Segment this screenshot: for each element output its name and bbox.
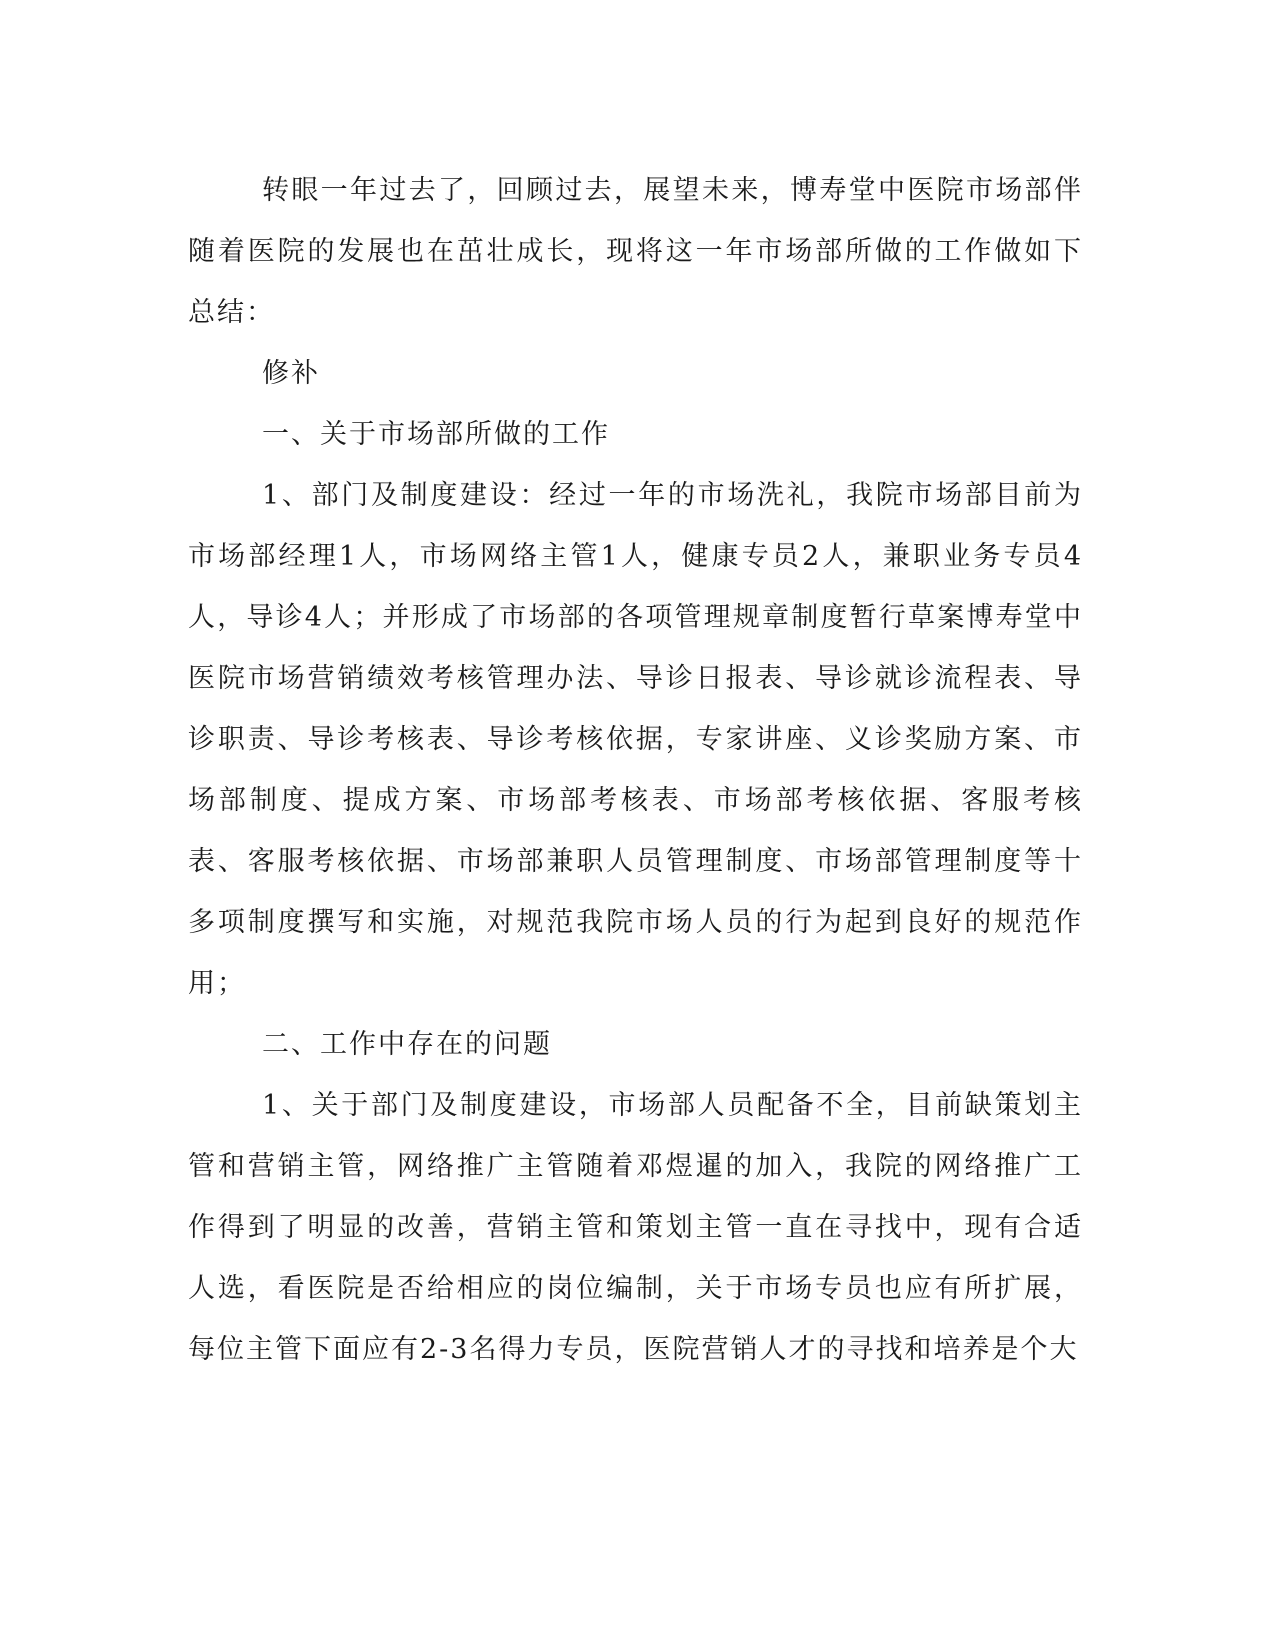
problems-item-1: 1、关于部门及制度建设，市场部人员配备不全，目前缺策划主管和营销主管，网络推广主管随着邓煜暹的加入，我院的网络推广工作得到了明显的改善，营销主管和策划主管一直在寻找中，现有合适人选，看医院是否给相应的岗位编制，关于市场专员也应有所扩展，每位主管下面应有2-3名得力专员，医院营销人才的寻找和培养是个大 (188, 1090, 1083, 1365)
work-done-item-1: 1、部门及制度建设：经过一年的市场洗礼，我院市场部目前为市场部经理1人，市场网络主管1人，健康专员2人，兼职业务专员4人，导诊4人；并形成了市场部的各项管理规章制度暂行草案博寿堂中医院市场营销绩效考核管理办法、导诊日报表、导诊就诊流程表、导诊职责、导诊考核表、导诊考核依据，专家讲座、义诊奖励方案、市场部制度、提成方案、市场部考核表、市场部考核依据、客服考核表、客服考核依据、市场部兼职人员管理制度、市场部管理制度等十多项制度撰写和实施，对规范我院市场人员的行为起到良好的规范作用； (188, 480, 1083, 999)
section-heading-work-done: 一、关于市场部所做的工作 (262, 419, 610, 450)
supplement-heading: 修补 (262, 358, 320, 389)
document-body (188, 160, 1083, 1380)
intro-paragraph: 转眼一年过去了，回顾过去，展望未来，博寿堂中医院市场部伴随着医院的发展也在茁壮成长，现将这一年市场部所做的工作做如下总结： (188, 175, 1083, 328)
section-heading-problems: 二、工作中存在的问题 (262, 1029, 552, 1060)
